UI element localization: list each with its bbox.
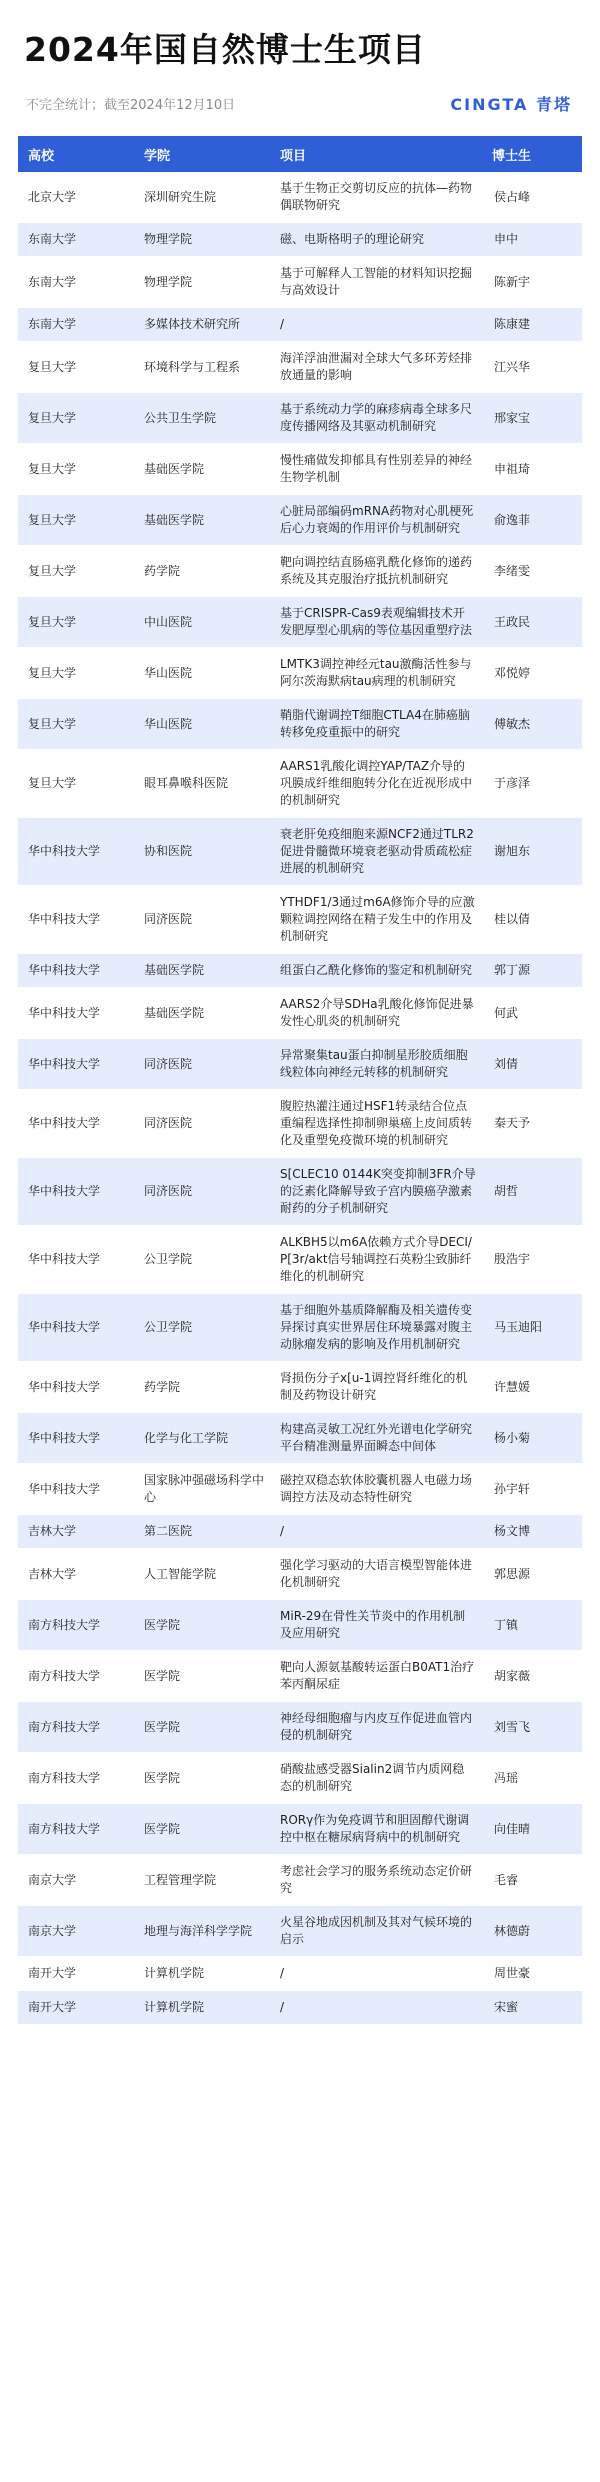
cell-school: 地理与海洋科学学院: [134, 1906, 270, 1957]
cell-project: /: [270, 1957, 482, 1991]
table-row: [18, 1158, 582, 1226]
table-row: [18, 699, 582, 750]
cell-school: 同济医院: [134, 886, 270, 954]
cell-project: 强化学习驱动的大语言模型智能体进化机制研究: [270, 1549, 482, 1600]
cell-project: 基于生物正交剪切反应的抗体—药物偶联物研究: [270, 172, 482, 223]
cell-school: 药学院: [134, 1362, 270, 1413]
table-header-row: [18, 136, 582, 172]
cell-project: AARS2介导SDHa乳酸化修饰促进暴发性心肌炎的机制研究: [270, 988, 482, 1039]
cell-school: 医学院: [134, 1600, 270, 1651]
cell-student: 冯瑶: [482, 1753, 582, 1804]
cell-university: 南方科技大学: [18, 1753, 134, 1804]
table-row: [18, 886, 582, 954]
cell-project: 心脏局部编码mRNA药物对心肌梗死后心力衰竭的作用评价与机制研究: [270, 495, 482, 546]
cell-school: 中山医院: [134, 597, 270, 648]
cell-university: 复旦大学: [18, 648, 134, 699]
cell-university: 东南大学: [18, 257, 134, 308]
cell-school: 化学与化工学院: [134, 1413, 270, 1464]
table-row: [18, 1651, 582, 1702]
page-subtitle: 不完全统计；截至2024年12月10日: [26, 98, 236, 113]
page-title: 2024年国自然博士生项目: [24, 30, 426, 69]
table-row: [18, 1600, 582, 1651]
cell-project: 基于CRISPR-Cas9表观编辑技术开发肥厚型心肌病的等位基因重塑疗法: [270, 597, 482, 648]
table-row: [18, 1039, 582, 1090]
cell-university: 华中科技大学: [18, 1226, 134, 1294]
table-row: [18, 1957, 582, 1991]
cell-university: 东南大学: [18, 308, 134, 342]
cell-school: 医学院: [134, 1702, 270, 1753]
cell-project: 海洋浮油泄漏对全球大气多环芳烃排放通量的影响: [270, 342, 482, 393]
cell-project: ALKBH5以m6A依赖方式介导DECI/P[3r/akt信号轴调控石英粉尘致肺纤维化的机制研究: [270, 1226, 482, 1294]
cell-university: 复旦大学: [18, 597, 134, 648]
cell-university: 华中科技大学: [18, 886, 134, 954]
cell-student: 杨文博: [482, 1515, 582, 1549]
cell-university: 华中科技大学: [18, 954, 134, 988]
table-row: [18, 818, 582, 886]
cell-student: 丁镇: [482, 1600, 582, 1651]
cell-student: 江兴华: [482, 342, 582, 393]
cell-school: 基础医学院: [134, 988, 270, 1039]
cell-student: 申中: [482, 223, 582, 257]
cell-school: 公卫学院: [134, 1226, 270, 1294]
cell-project: 靶向人源氨基酸转运蛋白B0AT1治疗苯丙酮尿症: [270, 1651, 482, 1702]
cell-project: 肾损伤分子x[u-1调控肾纤维化的机制及药物设计研究: [270, 1362, 482, 1413]
cell-project: 基于系统动力学的麻疹病毒全球多尺度传播网络及其驱动机制研究: [270, 393, 482, 444]
cell-student: 谢旭东: [482, 818, 582, 886]
cell-university: 华中科技大学: [18, 1464, 134, 1515]
cell-student: 俞逸菲: [482, 495, 582, 546]
cell-student: 李绪雯: [482, 546, 582, 597]
cell-project: S[CLEC10 0144K突变抑制3FR介导的泛素化降解导致子宫内膜癌孕激素耐药的分子机制研究: [270, 1158, 482, 1226]
cell-student: 于彦泽: [482, 750, 582, 818]
cell-project: 基于细胞外基质降解酶及相关遗传变异探讨真实世界居住环境暴露对腹主动脉瘤发病的影响及作用机制研究: [270, 1294, 482, 1362]
cell-school: 基础医学院: [134, 954, 270, 988]
cell-university: 华中科技大学: [18, 818, 134, 886]
cell-student: 林德蔚: [482, 1906, 582, 1957]
cell-school: 同济医院: [134, 1158, 270, 1226]
cell-project: 磁、电斯格明子的理论研究: [270, 223, 482, 257]
table-row: [18, 342, 582, 393]
cell-university: 复旦大学: [18, 495, 134, 546]
cell-university: 北京大学: [18, 172, 134, 223]
cell-school: 华山医院: [134, 648, 270, 699]
cell-school: 药学院: [134, 546, 270, 597]
cell-school: 公卫学院: [134, 1294, 270, 1362]
cell-school: 计算机学院: [134, 1957, 270, 1991]
cell-project: 火星谷地成因机制及其对气候环境的启示: [270, 1906, 482, 1957]
table-body: [18, 172, 582, 2025]
table-row: [18, 444, 582, 495]
cell-student: 刘倩: [482, 1039, 582, 1090]
table-row: [18, 1991, 582, 2025]
cell-project: /: [270, 1991, 482, 2025]
project-table-container: [18, 136, 582, 2025]
table-row: [18, 1464, 582, 1515]
table-row: [18, 648, 582, 699]
cell-student: 胡家薇: [482, 1651, 582, 1702]
table-row: [18, 546, 582, 597]
table-row: [18, 257, 582, 308]
cell-university: 华中科技大学: [18, 1362, 134, 1413]
brand-logo: CINGTA 青塔: [450, 95, 572, 114]
column-header-project: 项目: [270, 136, 482, 172]
cell-project: /: [270, 308, 482, 342]
table-row: [18, 750, 582, 818]
cell-project: MiR-29在骨性关节炎中的作用机制及应用研究: [270, 1600, 482, 1651]
cell-student: 周世豪: [482, 1957, 582, 1991]
table-row: [18, 308, 582, 342]
table-row: [18, 223, 582, 257]
cell-project: 构建高灵敏工况红外光谱电化学研究平台精准测量界面瞬态中间体: [270, 1413, 482, 1464]
cell-school: 第二医院: [134, 1515, 270, 1549]
cell-project: 组蛋白乙酰化修饰的鉴定和机制研究: [270, 954, 482, 988]
cell-school: 公共卫生学院: [134, 393, 270, 444]
cell-university: 南开大学: [18, 1957, 134, 1991]
column-header-school: 学院: [134, 136, 270, 172]
cell-university: 南方科技大学: [18, 1804, 134, 1855]
cell-project: /: [270, 1515, 482, 1549]
cell-university: 复旦大学: [18, 342, 134, 393]
cell-student: 毛睿: [482, 1855, 582, 1906]
cell-school: 同济医院: [134, 1039, 270, 1090]
page-header: [0, 0, 600, 136]
cell-university: 华中科技大学: [18, 988, 134, 1039]
project-table: [18, 136, 582, 2025]
cell-project: 慢性痛做发抑郁具有性别差异的神经生物学机制: [270, 444, 482, 495]
cell-student: 宋蜜: [482, 1991, 582, 2025]
cell-university: 东南大学: [18, 223, 134, 257]
cell-school: 基础医学院: [134, 444, 270, 495]
cell-university: 复旦大学: [18, 393, 134, 444]
cell-school: 计算机学院: [134, 1991, 270, 2025]
cell-school: 多媒体技术研究所: [134, 308, 270, 342]
cell-student: 桂以倩: [482, 886, 582, 954]
cell-school: 基础医学院: [134, 495, 270, 546]
table-header: [18, 136, 582, 172]
column-header-university: 高校: [18, 136, 134, 172]
table-row: [18, 1549, 582, 1600]
cell-university: 吉林大学: [18, 1515, 134, 1549]
cell-university: 复旦大学: [18, 699, 134, 750]
table-row: [18, 1226, 582, 1294]
cell-student: 向佳晴: [482, 1804, 582, 1855]
cell-school: 医学院: [134, 1804, 270, 1855]
table-row: [18, 1702, 582, 1753]
table-row: [18, 597, 582, 648]
cell-project: 腹腔热灌注通过HSF1转录结合位点重编程选择性抑制卵巢癌上皮间质转化及重塑免疫微环境的机制研究: [270, 1090, 482, 1158]
cell-university: 华中科技大学: [18, 1413, 134, 1464]
cell-school: 医学院: [134, 1651, 270, 1702]
cell-school: 国家脉冲强磁场科学中心: [134, 1464, 270, 1515]
cell-school: 物理学院: [134, 257, 270, 308]
table-row: [18, 1515, 582, 1549]
cell-project: 神经母细胞瘤与内皮互作促进血管内侵的机制研究: [270, 1702, 482, 1753]
table-row: [18, 1294, 582, 1362]
cell-university: 南方科技大学: [18, 1702, 134, 1753]
cell-student: 胡哲: [482, 1158, 582, 1226]
cell-student: 郭思源: [482, 1549, 582, 1600]
cell-student: 孙宇轩: [482, 1464, 582, 1515]
cell-student: 杨小菊: [482, 1413, 582, 1464]
table-row: [18, 1906, 582, 1957]
cell-university: 华中科技大学: [18, 1039, 134, 1090]
cell-project: 考虑社会学习的服务系统动态定价研究: [270, 1855, 482, 1906]
cell-project: 磁控双稳态软体胶囊机器人电磁力场调控方法及动态特性研究: [270, 1464, 482, 1515]
cell-student: 王政民: [482, 597, 582, 648]
cell-student: 陈新宇: [482, 257, 582, 308]
cell-student: 傅敏杰: [482, 699, 582, 750]
cell-university: 南京大学: [18, 1906, 134, 1957]
cell-project: LMTK3调控神经元tau激酶活性参与阿尔茨海默病tau病理的机制研究: [270, 648, 482, 699]
cell-university: 南方科技大学: [18, 1600, 134, 1651]
cell-university: 复旦大学: [18, 444, 134, 495]
cell-school: 协和医院: [134, 818, 270, 886]
cell-school: 华山医院: [134, 699, 270, 750]
cell-student: 申祖琦: [482, 444, 582, 495]
column-header-student: 博士生: [482, 136, 582, 172]
cell-project: AARS1乳酸化调控YAP/TAZ介导的巩膜成纤维细胞转分化在近视形成中的机制研究: [270, 750, 482, 818]
cell-school: 物理学院: [134, 223, 270, 257]
cell-university: 华中科技大学: [18, 1090, 134, 1158]
table-row: [18, 988, 582, 1039]
cell-student: 陈康建: [482, 308, 582, 342]
cell-university: 华中科技大学: [18, 1158, 134, 1226]
table-row: [18, 393, 582, 444]
cell-school: 工程管理学院: [134, 1855, 270, 1906]
cell-school: 深圳研究生院: [134, 172, 270, 223]
cell-university: 复旦大学: [18, 546, 134, 597]
cell-university: 南开大学: [18, 1991, 134, 2025]
cell-student: 殷浩宇: [482, 1226, 582, 1294]
cell-school: 同济医院: [134, 1090, 270, 1158]
cell-student: 刘雪飞: [482, 1702, 582, 1753]
cell-student: 邢家宝: [482, 393, 582, 444]
table-row: [18, 1362, 582, 1413]
cell-student: 郭丁源: [482, 954, 582, 988]
table-row: [18, 1413, 582, 1464]
table-row: [18, 954, 582, 988]
table-row: [18, 1804, 582, 1855]
cell-project: 异常聚集tau蛋白抑制星形胶质细胞线粒体向神经元转移的机制研究: [270, 1039, 482, 1090]
table-row: [18, 495, 582, 546]
cell-school: 环境科学与工程系: [134, 342, 270, 393]
cell-student: 马玉迪阳: [482, 1294, 582, 1362]
cell-student: 许慧媛: [482, 1362, 582, 1413]
cell-project: RORγ作为免疫调节和胆固醇代谢调控中枢在糖尿病肾病中的机制研究: [270, 1804, 482, 1855]
cell-student: 侯占峰: [482, 172, 582, 223]
table-row: [18, 1855, 582, 1906]
cell-project: 硝酸盐感受器Sialin2调节内质网稳态的机制研究: [270, 1753, 482, 1804]
cell-university: 华中科技大学: [18, 1294, 134, 1362]
cell-university: 复旦大学: [18, 750, 134, 818]
cell-student: 秦天予: [482, 1090, 582, 1158]
cell-student: 邓悦婷: [482, 648, 582, 699]
cell-school: 眼耳鼻喉科医院: [134, 750, 270, 818]
table-row: [18, 172, 582, 223]
cell-project: YTHDF1/3通过m6A修饰介导的应激颗粒调控网络在精子发生中的作用及机制研究: [270, 886, 482, 954]
cell-school: 人工智能学院: [134, 1549, 270, 1600]
cell-university: 南京大学: [18, 1855, 134, 1906]
cell-project: 衰老肝免疫细胞来源NCF2通过TLR2促进骨髓微环境衰老驱动骨质疏松症进展的机制研究: [270, 818, 482, 886]
cell-project: 靶向调控结直肠癌乳酰化修饰的递药系统及其克服治疗抵抗机制研究: [270, 546, 482, 597]
table-row: [18, 1753, 582, 1804]
cell-project: 基于可解释人工智能的材料知识挖掘与高效设计: [270, 257, 482, 308]
table-row: [18, 1090, 582, 1158]
cell-university: 吉林大学: [18, 1549, 134, 1600]
cell-project: 鞘脂代谢调控T细胞CTLA4在肺癌脑转移免疫重振中的研究: [270, 699, 482, 750]
cell-university: 南方科技大学: [18, 1651, 134, 1702]
cell-school: 医学院: [134, 1753, 270, 1804]
cell-student: 何武: [482, 988, 582, 1039]
